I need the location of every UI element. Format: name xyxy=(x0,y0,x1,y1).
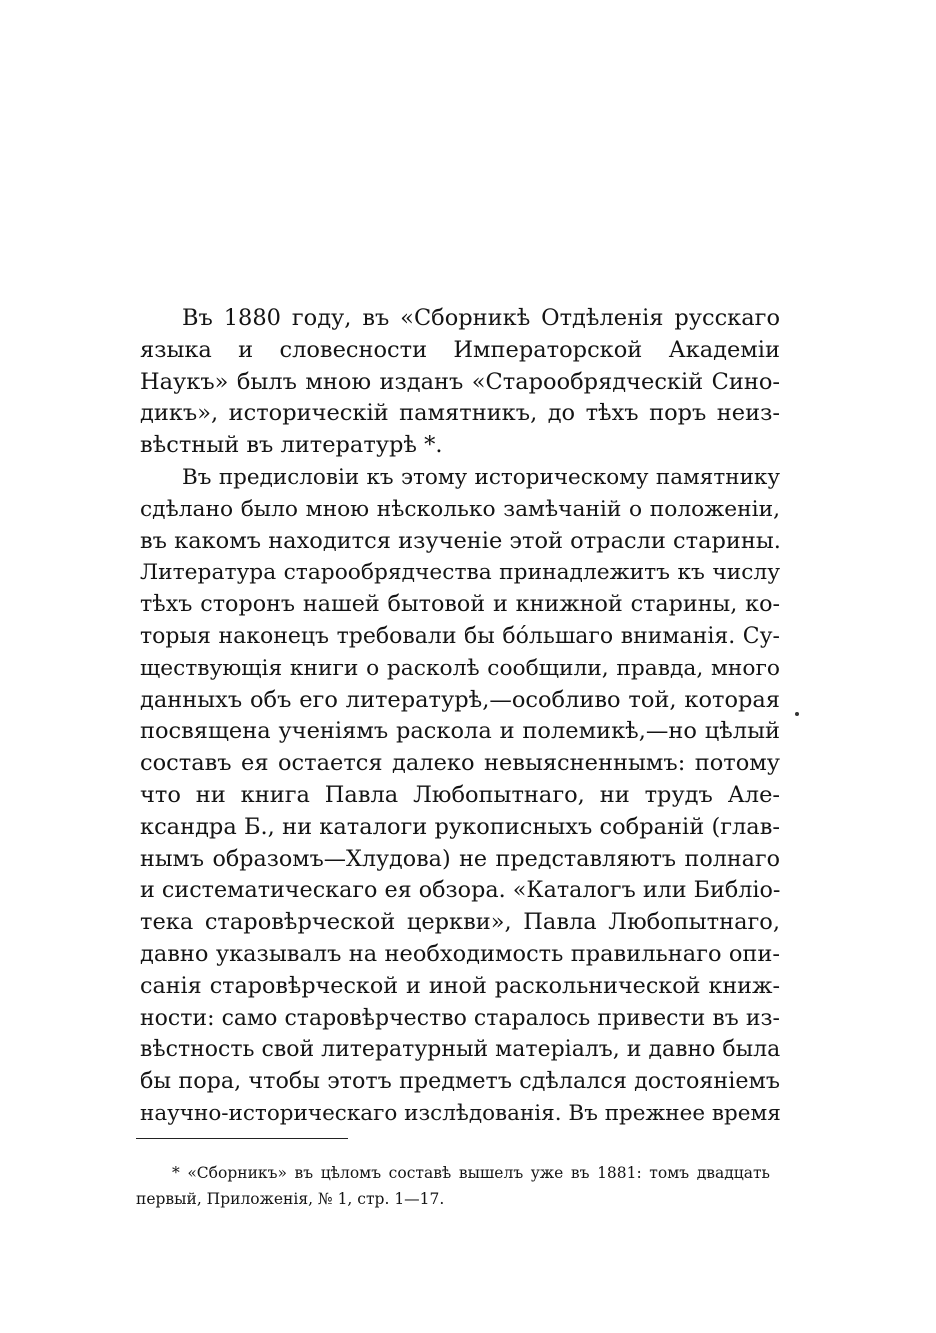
text-line: въ какомъ находится изученіе этой отрасли старины. xyxy=(140,527,781,554)
text-line: вѣстность свой литературный матеріалъ, и давно была xyxy=(140,1037,781,1063)
footnote-line: первый, Приложенія, № 1, стр. 1—17. xyxy=(136,1190,445,1208)
text-line: давно указывалъ на необходимость правильнаго опи- xyxy=(140,940,780,967)
footnote-line: * «Сборникъ» въ цѣломъ составѣ вышелъ уже въ 1881: томъ двадцать xyxy=(172,1164,770,1182)
text-line: Въ предисловіи къ этому историческому памятнику xyxy=(182,464,780,490)
text-line: Въ 1880 году, въ «Сборникѣ Отдѣленія русскаго xyxy=(182,305,780,331)
text-line: тека старовѣрческой церкви», Павла Любопытнаго, xyxy=(140,909,780,936)
main-text xyxy=(140,303,780,1130)
footnote xyxy=(136,1160,770,1212)
paragraph-1 xyxy=(140,303,780,462)
text-line: научно-историческаго изслѣдованія. Въ прежнее время xyxy=(140,1100,781,1126)
paragraph-2 xyxy=(140,462,780,1130)
text-line: данныхъ объ его литературѣ,—особливо той, которая xyxy=(140,686,780,713)
text-line: сдѣлано было мною нѣсколько замѣчаній о положеніи, xyxy=(140,496,780,522)
text-line: торыя наконецъ требовали бы бóльшаго вниманія. Су- xyxy=(140,623,780,649)
text-line: что ни книга Павла Любопытнаго, ни трудъ Але- xyxy=(140,781,780,808)
text-line: вѣстный въ литературѣ *. xyxy=(140,432,443,459)
text-line: дикъ», историческій памятникъ, до тѣхъ поръ неиз- xyxy=(140,400,780,427)
text-line: языка и словесности Императорской Академіи xyxy=(140,336,780,363)
text-line: ксандра Б., ни каталоги рукописныхъ собраній (глав- xyxy=(140,813,780,840)
text-line: посвящена ученіямъ раскола и полемикѣ,—но цѣлый xyxy=(140,718,780,745)
text-line: ности: само старовѣрчество старалось привести въ из- xyxy=(140,1005,780,1031)
text-line: Наукъ» былъ мною изданъ «Старообрядческій Сино- xyxy=(140,368,780,395)
text-line: тѣхъ сторонъ нашей бытовой и книжной старины, ко- xyxy=(140,591,780,618)
text-line: нымъ образомъ—Хлудова) не представляютъ полнаго xyxy=(140,845,780,872)
text-line: бы пора, чтобы этотъ предметъ сдѣлался достояніемъ xyxy=(140,1068,780,1095)
text-line: составъ ея остается далеко невыясненнымъ: потому xyxy=(140,750,780,777)
text-line: ществующія книги о расколѣ сообщили, правда, много xyxy=(140,655,780,681)
footnote-separator xyxy=(136,1138,348,1139)
text-line: санія старовѣрческой и иной раскольнической книж- xyxy=(140,972,780,999)
ink-speck xyxy=(795,712,799,716)
text-line: Литература старообрядчества принадлежитъ къ числу xyxy=(140,560,780,586)
text-line: и систематическаго ея обзора. «Каталогъ или Библіо- xyxy=(140,877,781,904)
